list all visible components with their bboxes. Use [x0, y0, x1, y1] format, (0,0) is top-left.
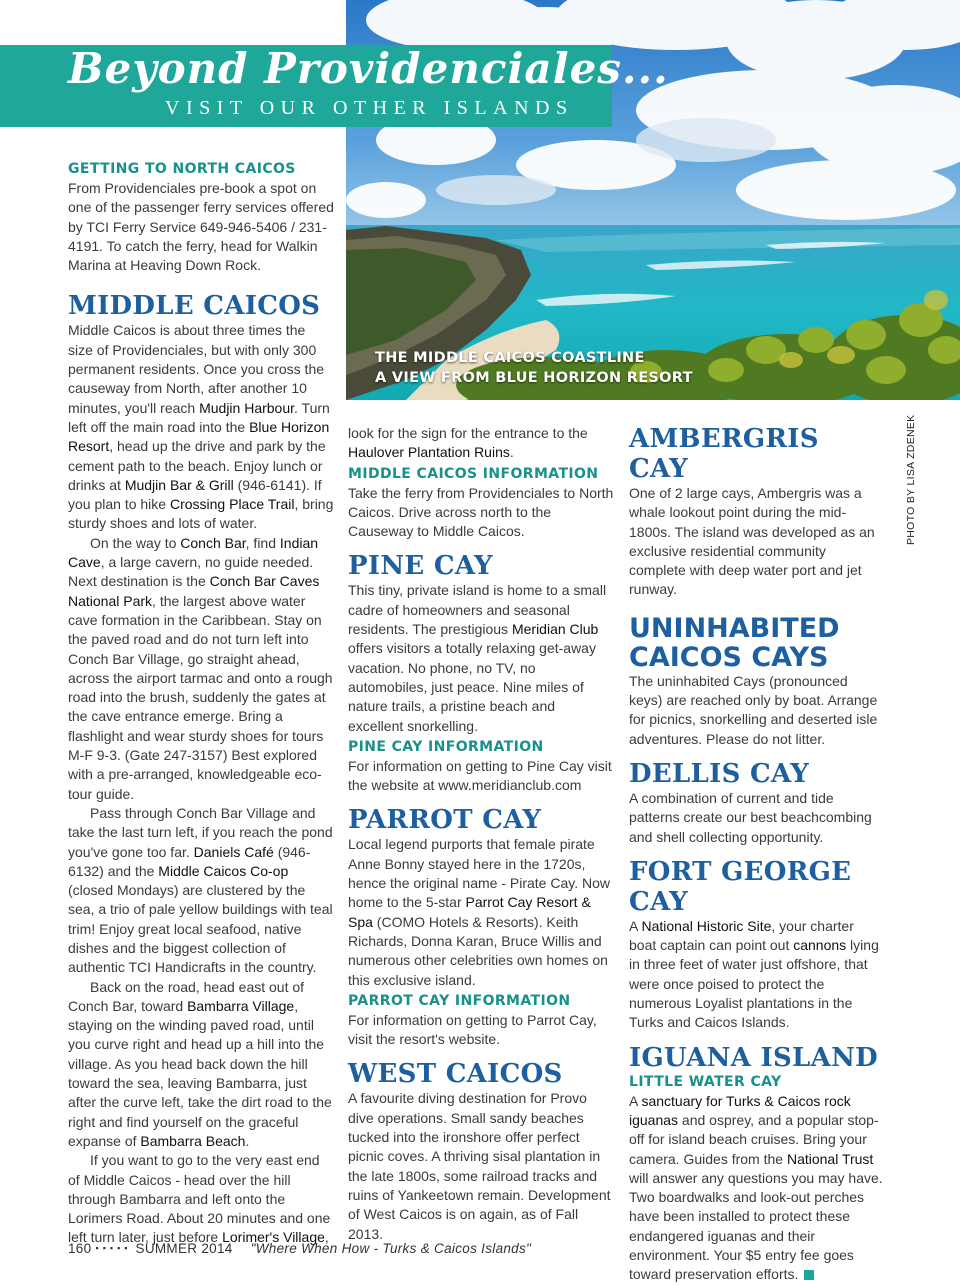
- dellis-cay-heading: DELLIS CAY: [629, 758, 810, 789]
- place-name: Bambarra Beach: [140, 1132, 246, 1149]
- parrot-cay-text: Local legend purports that female pirate Anne Bonny stayed here in the 1720s, hence the original name - Pirate Cay. Now home to the 5-star Parrot Cay Resort & Spa (COMO Hotels & Resorts). Keith Richards, Donna Karan, Bruce Willis and numerous other celebrities own homes on this exclusive island.: [348, 836, 610, 988]
- middle-caicos-heading: MIDDLE CAICOS: [68, 291, 321, 322]
- pine-cay-info-text: For information on getting to Pine Cay visit the website at www.meridianclub.com: [348, 757, 612, 794]
- ambergris-cay-text: One of 2 large cays, Ambergris was a whale lookout point during the mid-1800s. The island was developed as an exclusive residential community complete with deep water port and jet runway.: [629, 485, 875, 598]
- publication-name: "Where When How - Turks & Caicos Islands": [250, 1241, 532, 1256]
- place-name: Indian Cave: [68, 534, 319, 571]
- photo-caption: [375, 348, 693, 388]
- issue-date: SUMMER 2014: [135, 1241, 233, 1256]
- place-name: Conch Bar Caves National Park: [68, 573, 320, 609]
- caption-line-1: THE MIDDLE CAICOS COASTLINE: [375, 350, 645, 366]
- page-number: 160: [68, 1241, 92, 1256]
- highlight: cannons: [793, 937, 847, 954]
- place-name: Haulover Plantation Ruins: [348, 444, 510, 461]
- middle-caicos-paragraph-2: On the way to Conch Bar, find Indian Cave, a large cavern, no guide needed. Next destination is the Conch Bar Caves National Park, the largest above water cave formation in the Caribbean. Stay on the paved road and do not turn left into Conch Bar Village, go straight ahead, across the airport tarmac and onto a rough road into the brush, suddenly the gates at the cave entrance emerge. Bring a flashlight and wear sturdy shoes for tours M-F 9-3. (Gate 247-3157) Best explored with a pre-arranged, knowledgeable eco-tour guide.: [68, 534, 333, 802]
- place-name: Bambarra Village: [187, 997, 295, 1014]
- page-footer: [68, 1241, 531, 1256]
- getting-to-north-caicos-text: From Providenciales pre-book a spot on one of the passenger ferry services offered by TCI Ferry Service 649-946-5406 / 231-4191. To catch the ferry, head for Walkin Marina at Heaving Down Rock.: [68, 180, 334, 274]
- place-name: Crossing Place Trail: [169, 496, 295, 513]
- west-caicos-heading: WEST CAICOS: [348, 1059, 563, 1090]
- ambergris-cay-heading: AMBERGRIS CAY: [629, 424, 819, 484]
- uninhabited-caicos-cays-heading: UNINHABITED CAICOS CAYS: [629, 612, 840, 673]
- end-mark-square: [804, 1270, 814, 1280]
- column-2: [348, 424, 614, 1244]
- place-name: Blue Horizon Resort: [68, 418, 330, 455]
- middle-caicos-paragraph-5: If you want to go to the very east end of Middle Caicos - head over the hill through Bambarra and left onto the Lorimers Road. About 20 minutes and one left turn later, just before Lorimer's Village,: [68, 1152, 331, 1246]
- highlight: sanctuary for Turks & Caicos rock iguanas: [629, 1092, 851, 1128]
- middle-caicos-info-text: Take the ferry from Providenciales to North Caicos. Drive across north to the Causeway to Middle Caicos.: [348, 484, 614, 540]
- place-name: Middle Caicos Co-op: [158, 862, 289, 879]
- middle-caicos-paragraph-4: Back on the road, head east out of Conch Bar, toward Bambarra Village, staying on the winding paved road, until you curve right and head up a hill into the village. As you head back down the hill toward the sea, leaving Bambarra, just after the curve left, take the dirt road to the right and find yourself on the graceful expanse of Bambarra Beach.: [68, 978, 332, 1149]
- caption-line-2: A VIEW FROM BLUE HORIZON RESORT: [375, 370, 693, 386]
- parrot-cay-info-text: For information on getting to Parrot Cay, visit the resort's website.: [348, 1011, 597, 1048]
- pine-cay-heading: PINE CAY: [348, 551, 493, 582]
- uninhabited-caicos-cays-text: The uninhabited Cays (pronounced keys) are reached only by boat. Arrange for picnics, snorkelling and deserted isle adventures. Please do not litter.: [629, 672, 878, 747]
- page-title: Beyond Providenciales...: [68, 44, 669, 93]
- middle-caicos-continued: look for the sign for the entrance to the Haulover Plantation Ruins.: [348, 425, 588, 461]
- place-name: Meridian Club: [511, 621, 599, 638]
- place-name: National Trust: [786, 1150, 874, 1167]
- column-1: [68, 160, 334, 1248]
- place-name: Mudjin Bar & Grill: [124, 476, 234, 493]
- page-subtitle: VISIT OUR OTHER ISLANDS: [165, 97, 574, 119]
- place-name: Conch Bar: [180, 534, 246, 551]
- column-3: [629, 424, 885, 1285]
- dellis-cay-text: A combination of current and tide patterns create our best beachcombing and shell collecting opportunity.: [629, 789, 872, 845]
- getting-to-north-caicos-heading: GETTING TO NORTH CAICOS: [68, 161, 296, 177]
- middle-caicos-info-heading: MIDDLE CAICOS INFORMATION: [348, 465, 599, 482]
- fort-george-cay-text: A National Historic Site, your charter boat captain can point out cannons lying in three feet of water just offshore, that were once poised to protect the numerous Loyalist plantations in the Turks and Caicos Islands.: [629, 917, 879, 1031]
- pine-cay-info-heading: PINE CAY INFORMATION: [348, 738, 544, 755]
- parrot-cay-info-heading: PARROT CAY INFORMATION: [348, 992, 571, 1009]
- middle-caicos-paragraph-1: Middle Caicos is about three times the size of Providenciales, but with only 300 permanent residents. Once you cross the causeway from North, after another 10 minutes, you'll reach Mudjin Harbour. Turn left off the main road into the Blue Horizon Resort, head up the drive and park by the cement path to the beach. Enjoy lunch or drinks at Mudjin Bar & Grill (946-6141). If you plan to hike Crossing Place Trail, bring sturdy shoes and lots of water.: [68, 322, 334, 532]
- place-name: Daniels Café: [193, 843, 274, 860]
- little-water-cay-subheading: LITTLE WATER CAY: [629, 1073, 782, 1090]
- place-name: National Historic Site: [641, 917, 772, 934]
- place-name: Lorimer's Village: [222, 1229, 325, 1246]
- iguana-island-heading: IGUANA ISLAND: [629, 1042, 879, 1073]
- iguana-island-text: A sanctuary for Turks & Caicos rock iguanas and osprey, and a popular stop-off for island beach cruises. Bring your camera. Guides from the National Trust will answer any questions you may have. Two boardwalks and look-out perches have been installed to protect these endangered iguanas and their environment. Your $5 entry fee goes toward preservation efforts.: [629, 1092, 883, 1283]
- place-name: Parrot Cay Resort & Spa: [348, 894, 591, 930]
- parrot-cay-heading: PARROT CAY: [348, 805, 542, 836]
- middle-caicos-paragraph-3: Pass through Conch Bar Village and take the last turn left, if you reach the pond you've gone too far. Daniels Café (946-6132) and the Middle Caicos Co-op (closed Mondays) are clustered by the sea, a trio of pale yellow buildings with teal trim! Enjoy great local seafood, native dishes and the biggest collection of authentic TCI Handicrafts in the country.: [68, 804, 333, 976]
- footer-dots: ▪▪▪▪▪: [95, 1243, 132, 1253]
- photo-credit: PHOTO BY LISA ZDENEK: [905, 414, 917, 545]
- fort-george-cay-heading: FORT GEORGE CAY: [629, 856, 852, 917]
- west-caicos-text: A favourite diving destination for Provo dive operations. Small sandy beaches tucked into the ironshore offer perfect picnic coves. A thriving sisal plantation in the late 1800s, some railroad tracks and ruins of Yankeetown remain. Development of West Caicos is on again, as of Fall 2013.: [348, 1090, 611, 1242]
- pine-cay-text: This tiny, private island is home to a small cadre of homeowners and seasonal residents. The prestigious Meridian Club offers visitors a totally relaxing get-away vacation. No phone, no TV, no automobiles, just peace. Nine miles of nature trails, a pristine beach and excellent snorkelling.: [348, 582, 607, 734]
- place-name: Mudjin Harbour: [199, 399, 295, 416]
